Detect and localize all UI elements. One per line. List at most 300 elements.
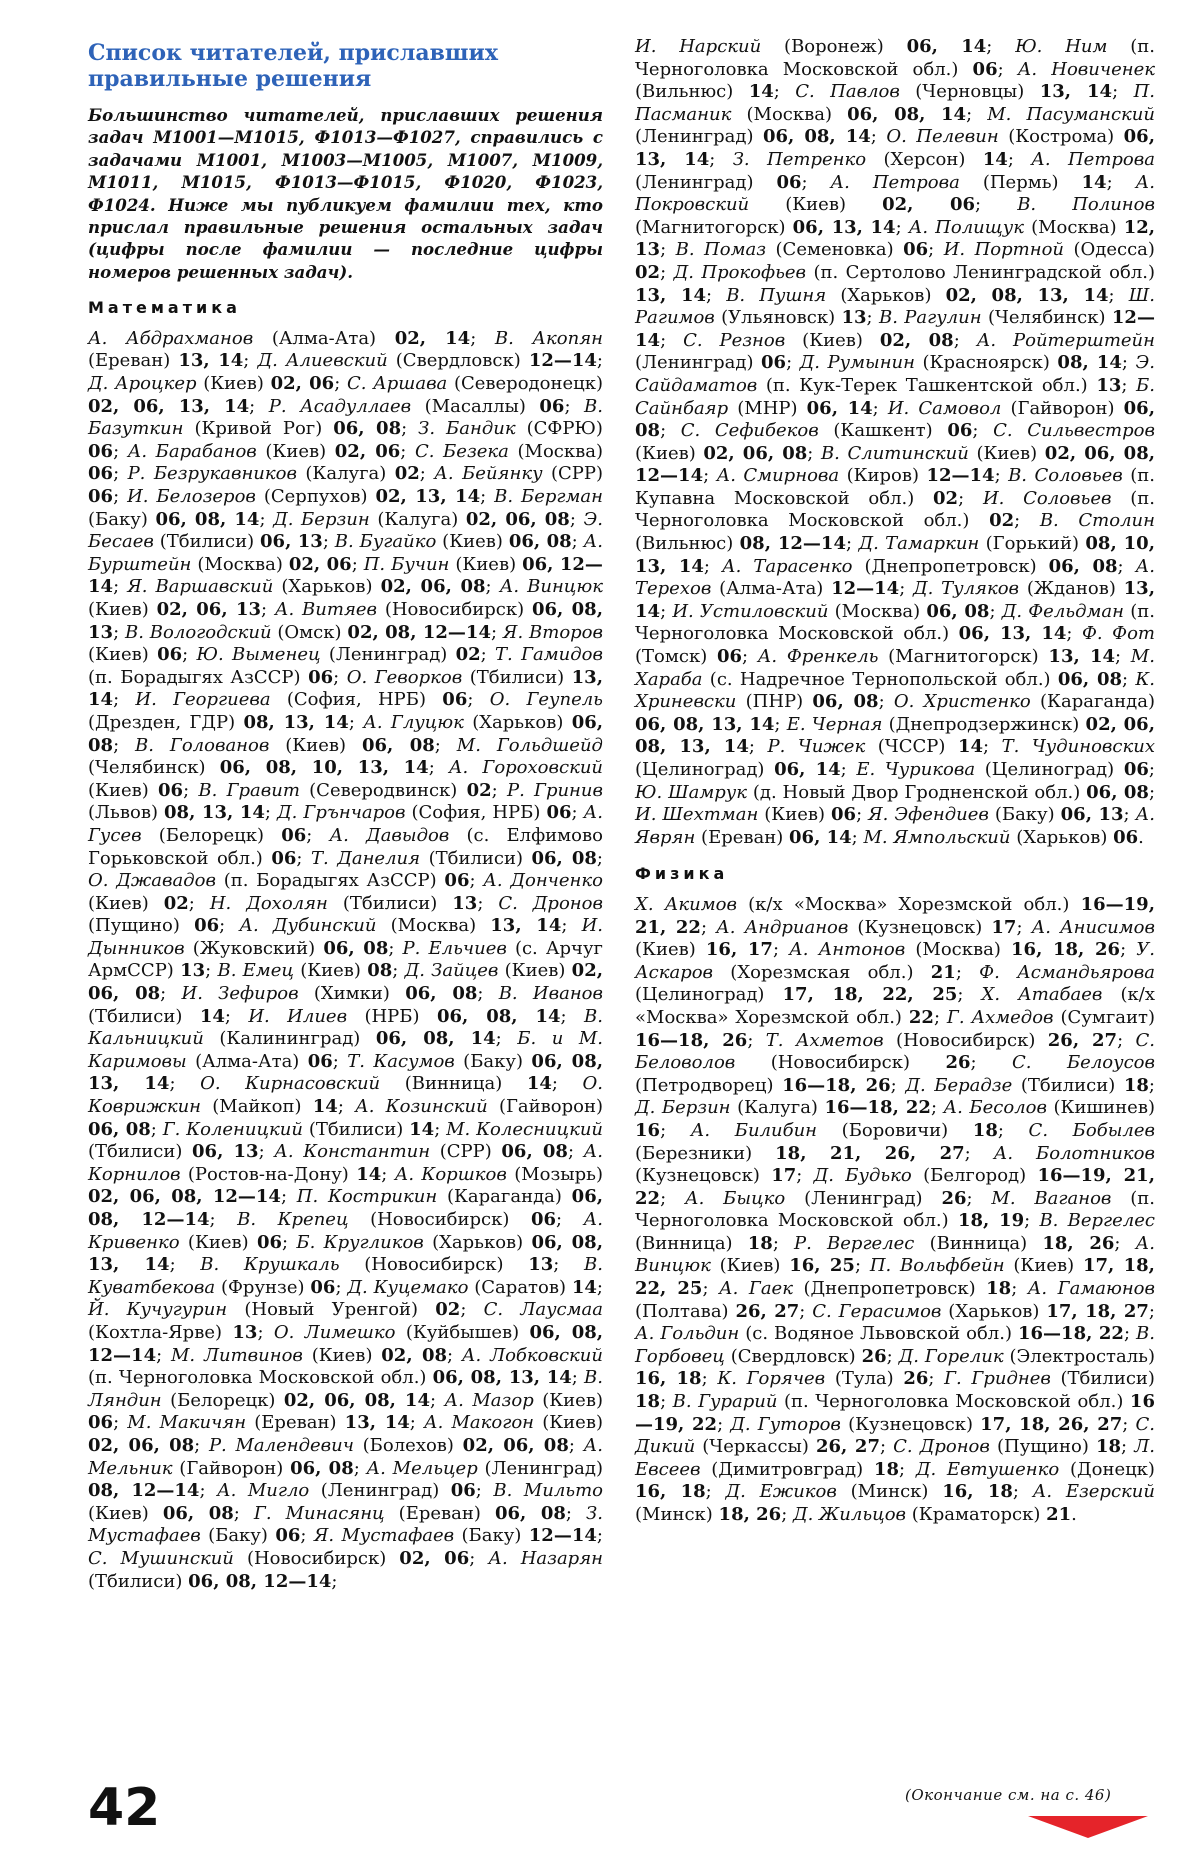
reader-entry: Й. Кучугурин (Новый Уренгой) 02; (88, 1299, 484, 1321)
reader-entry: Р. Безрукавников (Калуга) 02; (127, 463, 435, 485)
reader-location: (п. Кук-Терек Ташкентской обл.) (765, 374, 1088, 396)
reader-name: З. Мустафаев (88, 1502, 603, 1547)
reader-name: А. Быцко (684, 1187, 786, 1209)
reader-location: (Новосибирск) (770, 1052, 911, 1074)
reader-location: (СРР) (550, 463, 603, 485)
solved-problems: 02, 14 (394, 327, 471, 349)
reader-entry: Ф. Фот (Томск) 06; (635, 623, 1155, 668)
reader-entry: Я. Варшавский (Харьков) 02, 06, 08; (127, 576, 500, 598)
solved-problems: 26 (945, 1052, 971, 1074)
reader-name: Д. Прокофьев (673, 261, 807, 283)
reader-location: (Масаллы) (424, 395, 526, 417)
reader-location: (Караганда) (1040, 691, 1155, 713)
reader-name: А. Константин (274, 1141, 431, 1163)
reader-name: С. Сильвестров (993, 420, 1155, 442)
reader-location: (п. Черноголовка Московской обл.) (635, 600, 1155, 645)
reader-location: (Баку) (994, 804, 1055, 826)
reader-name: Д. Алиевский (257, 350, 388, 372)
reader-location: (Киев) (265, 440, 327, 462)
reader-entry: В. Полинов (Магнитогорск) 06, 13, 14; (635, 194, 1155, 238)
reader-name: И. Самовол (887, 397, 1002, 419)
reader-entry: А. Барабанов (Киев) 02, 06; (127, 440, 415, 462)
solved-problems: 18 (747, 1232, 773, 1254)
reader-name: С. Дикий (635, 1413, 1155, 1458)
reader-location: (Тбилиси) (88, 1005, 183, 1027)
reader-location: (Димитровград) (711, 1458, 864, 1480)
solved-problems: 13 (841, 307, 867, 329)
reader-name: А. Терехов (635, 555, 1155, 600)
reader-entry: А. Смирнова (Киров) 12—14; (716, 465, 1009, 487)
reader-entry: В. Слитинский (Киев) 02, 06, 08, 12—14; (635, 442, 1155, 487)
reader-location: (Москва) (1031, 216, 1117, 238)
reader-entry: А. Константин (СРР) 06, 08; (274, 1141, 584, 1163)
reader-location: (Целиноград) (635, 984, 765, 1006)
reader-entry: А. Анисимов (Киев) 16, 17; (635, 916, 1155, 961)
reader-location: (Баку) (463, 1050, 524, 1072)
reader-name: О. Геупель (489, 689, 603, 711)
reader-name: И. Портной (943, 239, 1065, 261)
solved-problems: 02, 06, 08 (462, 1434, 569, 1456)
reader-entry: Р. Чижек (ЧССР) 14; (767, 736, 1002, 758)
reader-entry: С. Лаусмаа (Кохтла-Ярве) 13; (88, 1299, 603, 1343)
reader-name: Е. Чурикова (856, 759, 976, 780)
reader-name: Ю. Ним (1015, 36, 1108, 57)
reader-entry: Я. Мустафаев (Баку) 12—14; (313, 1525, 603, 1547)
reader-location: (ЧССР) (877, 736, 946, 758)
reader-location: (Ульяновск) (721, 307, 836, 329)
reader-location: (Киев) (764, 804, 826, 826)
reader-entry: В. Базуткин (Кривой Рог) 06, 08; (88, 395, 603, 440)
reader-location: (п. Черноголовка Московской обл.) (635, 1187, 1155, 1232)
reader-location: (Калуга) (377, 508, 459, 530)
reader-name: Д. Горелик (898, 1345, 1004, 1367)
intro-paragraph: Большинство читателей, приславших решения задач М1001—М1015, Ф1013—Ф1027, справились с задачами М1001, М1003—М1005, М1007, М1009, М1011, М1015, Ф1013—Ф1015, Ф1020, Ф1023, Ф1024. Ниже мы публикуем фамилии тех, кто прислал правильные решения остальных задач (цифры после фамилии — последние цифры номеров решенных задач). (88, 105, 603, 282)
reader-name: А. Давыдов (329, 824, 450, 846)
solved-problems: 17, 18, 22, 25 (782, 984, 958, 1006)
reader-name: И. Георгиева (135, 689, 271, 711)
page-number: 42 (88, 1778, 161, 1838)
reader-entry: В. Пушня (Харьков) 02, 08, 13, 14; (726, 284, 1129, 306)
reader-location: (Баку) (208, 1525, 268, 1547)
solved-problems: 16—19, 21, 22 (635, 1165, 1155, 1209)
reader-entry: М. Макичян (Ереван) 13, 14; (127, 1412, 424, 1434)
solved-problems: 06 (716, 646, 742, 668)
solved-problems: 08, 10, 13, 14 (635, 533, 1155, 577)
reader-name: С. Герасимов (812, 1300, 942, 1322)
solved-problems: 16, 18 (635, 1368, 702, 1390)
reader-location: (Харьков) (432, 1231, 524, 1253)
solved-problems: 06, 13, 14 (792, 216, 896, 238)
reader-name: Р. Гринив (506, 779, 603, 801)
reader-entry: А. Абдрахманов (Алма-Ата) 02, 14; (88, 327, 495, 349)
reader-entry: В. Столин (Вильнюс) 08, 12—14; (635, 510, 1155, 555)
reader-location: (Ленинград) (635, 171, 754, 193)
reader-name: В. Мильто (493, 1480, 603, 1502)
reader-name: И. Соловьев (982, 487, 1112, 509)
reader-entry: Р. Гринив (Львов) 08, 13, 14; (88, 779, 603, 824)
reader-entry: М. Ваганов (п. Черноголовка Московской обл.) 18, 19; (635, 1187, 1155, 1232)
reader-location: (Киев) (203, 373, 264, 395)
reader-name: Ф. Асмандьярова (979, 961, 1155, 983)
reader-entry: Д. Тамаркин (Горький) 08, 10, 13, 14; (635, 533, 1155, 577)
reader-entry: Р. Ельчиев (с. Арчуг АрмССР) 13; (88, 937, 603, 982)
solved-problems: 16—18, 26 (782, 1074, 891, 1096)
reader-entry: А. Мельцер (Ленинград) 08, 12—14; (88, 1457, 603, 1502)
reader-name: С. Лаусмаа (483, 1299, 603, 1321)
reader-entry: А. Терехов (Алма-Ата) 12—14; (635, 555, 1155, 600)
reader-entry: Ю. Ним (п. Черноголовка Московской обл.) 06; (635, 36, 1155, 80)
reader-name: П. Бучин (363, 553, 450, 575)
reader-name: Д. Жильцов (792, 1504, 907, 1525)
reader-entry: В. Иванов (Тбилиси) 14; (88, 983, 603, 1027)
reader-name: В. Кальницкий (88, 1005, 603, 1050)
solved-problems: 06, 08 (88, 711, 604, 756)
solved-problems: 16—18, 26 (635, 1029, 748, 1051)
reader-name: О. Христенко (893, 691, 1031, 713)
reader-entry: А. Мазор (Киев) 06; (88, 1389, 603, 1434)
solved-problems: 26 (941, 1187, 967, 1209)
reader-entry: А. Коршков (Мозырь) 02, 06, 08, 12—14; (88, 1163, 603, 1208)
math-heading: Математика (88, 298, 241, 318)
reader-location: (Тбилиси) (159, 531, 255, 553)
reader-location: (Гайворон) (179, 1457, 284, 1479)
reader-location: (Киев) (542, 1412, 603, 1434)
reader-location: (Фрунзе) (220, 1276, 305, 1298)
solved-problems: 06, 08 (501, 1141, 568, 1163)
reader-entry: М. Пасуманский (Ленинград) 06, 08, 14; (635, 103, 1155, 148)
reader-location: (Москва) (915, 939, 1001, 961)
reader-name: А. Винцюк (635, 1232, 1155, 1277)
solved-problems: 06, 13, 14 (635, 126, 1155, 170)
reader-entry: В. Бергман (Баку) 06, 08, 14; (88, 486, 603, 530)
reader-location: (Северодвинск) (309, 779, 458, 801)
reader-location: (Кашкент) (833, 420, 933, 442)
reader-name: А. Полищук (908, 216, 1024, 238)
reader-entry: В. Гурарий (п. Черноголовка Московской обл.) 16—19, 22; (635, 1391, 1155, 1435)
solved-problems: 16, 18 (942, 1481, 1013, 1503)
reader-entry: С. Дронов (Пущино) 06; (88, 892, 603, 937)
solved-problems: 02 (435, 1299, 461, 1321)
reader-name: В. Помаз (675, 239, 767, 261)
reader-location: (Тула) (834, 1368, 894, 1390)
reader-location: (Кузнецовск) (857, 916, 983, 938)
solved-problems: 06 (1113, 826, 1139, 848)
reader-name: М. Литвинов (171, 1344, 303, 1366)
reader-name: У. Аскаров (635, 939, 1155, 983)
reader-location: (София, НРБ) (411, 802, 541, 824)
reader-location: (Кузнецовск) (848, 1413, 973, 1435)
reader-entry: В. Крушкаль (Новосибирск) 13; (200, 1254, 585, 1276)
solved-problems: 18 (635, 1391, 661, 1413)
reader-entry: А. Покровский (Киев) 02, 06; (635, 171, 1155, 216)
solved-problems: 02, 06, 08 (465, 508, 570, 530)
reader-name: В. Акопян (494, 327, 604, 349)
reader-entry: А. Антонов (Москва) 16, 18, 26; (789, 939, 1137, 961)
solved-problems: 16, 18, 26 (1011, 939, 1121, 961)
reader-name: Х. Атабаев (981, 984, 1103, 1006)
reader-entry: С. Резнов (Киев) 02, 08; (683, 329, 977, 351)
solved-problems: 14 (1081, 171, 1107, 193)
reader-entry: Л. Евсеев (Димитровград) 18; (635, 1436, 1155, 1480)
solved-problems: 26, 27 (815, 1436, 880, 1458)
reader-entry: П. Вольфбейн (Киев) 17, 18, 22, 25; (635, 1255, 1155, 1300)
reader-location: (Караганда) (446, 1186, 562, 1208)
reader-location: (Ленинград) (484, 1457, 603, 1479)
reader-location: (Москва) (390, 915, 477, 937)
reader-location: (Горький) (985, 533, 1080, 555)
reader-location: (Киев) (88, 779, 149, 801)
reader-entry: А. Петрова (Ленинград) 06; (635, 148, 1155, 193)
reader-name: А. Мельник (88, 1434, 603, 1479)
solved-problems: 02, 06, 08 (88, 1434, 195, 1456)
reader-name: А. Покровский (635, 171, 1155, 216)
reader-location: (Винница) (929, 1232, 1028, 1254)
reader-location: (Алма-Ата) (719, 578, 824, 600)
reader-entry: С. Дронов (Пущино) 18; (893, 1436, 1135, 1458)
reader-location: (Киев) (187, 1231, 249, 1253)
solved-problems: 18, 21, 26, 27 (775, 1142, 965, 1164)
solved-problems: 13 (232, 1321, 258, 1343)
reader-location: (Боровичи) (841, 1119, 949, 1141)
reader-location: (Киев) (719, 1255, 781, 1277)
reader-name: А. Абдрахманов (88, 327, 254, 349)
reader-location: (Магнитогорск) (888, 646, 1039, 668)
physics-entries (635, 894, 1155, 1527)
solved-problems: 18, 19 (957, 1210, 1025, 1232)
solved-problems: 06, 13 (192, 1141, 259, 1163)
reader-location: (Ленинград) (320, 1480, 440, 1502)
reader-entry: А. Витяев (Новосибирск) 06, 08, 13; (88, 598, 603, 643)
reader-location: (Киев) (635, 939, 696, 961)
reader-entry: Р. Вергелес (Винница) 18, 26; (794, 1232, 1136, 1254)
solved-problems: 17, 18, 22, 25 (635, 1255, 1155, 1300)
solved-problems: 06, 08 (1048, 555, 1118, 577)
reader-location: (Ленинград) (635, 352, 754, 374)
solved-problems: 14 (748, 81, 774, 103)
solved-problems: 06, 08 (531, 847, 597, 869)
reader-entry: Д. Румынин (Красноярск) 08, 14; (799, 352, 1136, 374)
reader-location: (Куйбышев) (405, 1321, 520, 1343)
math-entries-part2 (635, 36, 1155, 849)
reader-location: (к/х «Москва» Хорезмской обл.) (635, 984, 1155, 1028)
reader-location: (Харьков) (281, 576, 373, 598)
reader-location: (Мозырь) (514, 1163, 603, 1185)
solved-problems: 06, 08 (508, 531, 572, 553)
red-arrow-marker (1028, 1816, 1148, 1838)
solved-problems: 06 (539, 395, 565, 417)
reader-name: А. Тарасенко (721, 555, 853, 577)
reader-location: (Саратов) (474, 1276, 566, 1298)
solved-problems: 02 (466, 779, 492, 801)
solved-problems: 06, 08, 13, 14 (88, 1231, 603, 1276)
reader-location: (Тбилиси) (88, 1570, 183, 1592)
reader-entry: А. Френкель (Магнитогорск) 13, 14; (757, 646, 1131, 668)
reader-location: (Днепропетровск) (864, 555, 1037, 577)
reader-entry: В. Куватбекова (Фрунзе) 06; (88, 1254, 603, 1298)
solved-problems: 16, 18 (635, 1481, 706, 1503)
solved-problems: 08, 14 (1057, 352, 1122, 374)
reader-location: (Краматорск) (911, 1504, 1041, 1525)
reader-name: В. Вергелес (1039, 1210, 1155, 1232)
reader-location: (Белорецк) (158, 824, 264, 846)
reader-entry: Ю. Шамрук (д. Новый Двор Гродненской обл.) 06, 08; (635, 781, 1156, 803)
solved-problems: 18 (986, 1278, 1012, 1300)
solved-problems: 06 (903, 239, 929, 261)
solved-problems: 06 (1123, 759, 1149, 780)
reader-location: (Калининград) (219, 1028, 361, 1050)
reader-location: (Электросталь) (1009, 1345, 1155, 1367)
solved-problems: 16, 25 (789, 1255, 855, 1277)
solved-problems: 13, 14 (88, 666, 603, 711)
reader-name: С. Павлов (795, 81, 900, 103)
solved-problems: 06, 08 (162, 1502, 234, 1524)
reader-name: А. Кривенко (88, 1209, 603, 1253)
solved-problems: 06, 08 (290, 1457, 354, 1479)
right-column (635, 36, 1155, 1527)
solved-problems: 02, 06 (882, 194, 976, 216)
reader-entry: С. Безека (Москва) 06; (88, 440, 604, 485)
reader-name: В. Столин (1039, 510, 1155, 532)
reader-location: (Кишинев) (1053, 1097, 1155, 1119)
reader-entry: М. Колесницкий (Тбилиси) 06, 13; (88, 1118, 604, 1163)
reader-entry: А. Езерский (Минск) 18, 26; (635, 1481, 1155, 1525)
reader-entry: С. Сефибеков (Кашкент) 06; (680, 420, 994, 442)
reader-name: А. Петрова (830, 171, 960, 193)
reader-name: Д. Зайцев (404, 960, 499, 982)
reader-location: (п. Черноголовка Московской обл.) (88, 1367, 427, 1389)
reader-location: (Черновцы) (915, 81, 1025, 103)
reader-entry: Т. Касумов (Баку) 06, 08, 13, 14; (88, 1050, 603, 1095)
reader-location: (п. Черноголовка Московской обл.) (635, 36, 1155, 80)
solved-problems: 13, 14 (635, 578, 1155, 622)
reader-name: А. Макогон (423, 1412, 535, 1434)
reader-entry: С. Белоусов (Петродворец) 16—18, 26; (635, 1052, 1155, 1096)
reader-location: (Ленинград) (804, 1187, 923, 1209)
solved-problems: 06 (256, 1231, 283, 1253)
solved-problems: 06 (275, 1525, 301, 1547)
reader-entry: З. Бандик (СФРЮ) 06; (88, 418, 603, 462)
reader-location: (Кохтла-Ярве) (88, 1321, 223, 1343)
reader-name: О. Пелевин (886, 126, 999, 148)
solved-problems: 14 (982, 148, 1008, 170)
reader-entry: В. Помаз (Семеновка) 06; (675, 239, 944, 261)
solved-problems: 12—14 (528, 1525, 597, 1547)
reader-location: (п. Сертолово Ленинградской обл.) (813, 261, 1155, 283)
solved-problems: 02, 06, 13 (156, 598, 261, 620)
reader-entry: У. Аскаров (Хорезмская обл.) 21; (635, 939, 1155, 983)
reader-entry: В. Рагулин (Челябинск) 12—14; (635, 307, 1155, 351)
solved-problems: 18 (1123, 1074, 1149, 1096)
solved-problems: 02, 06, 08 (88, 960, 603, 1005)
solved-problems: 13, 14 (1048, 646, 1116, 668)
reader-name: В. Крушкаль (200, 1254, 340, 1276)
reader-entry: Д. Ароцкер (Киев) 02, 06; (88, 373, 347, 395)
reader-name: А. Гамаюнов (1027, 1278, 1155, 1300)
reader-location: (Вильнюс) (635, 81, 734, 103)
reader-entry: Ю. Выменец (Ленинград) 02; (196, 644, 496, 666)
reader-entry: А. Бесолов (Кишинев) 16; (635, 1097, 1155, 1141)
reader-name: В. Полинов (1017, 194, 1155, 216)
reader-name: И. Дынников (88, 915, 604, 959)
solved-problems: 06 (947, 420, 973, 442)
reader-name: С. Сефибеков (680, 420, 819, 442)
solved-problems: 06, 08, 12—14 (88, 1186, 603, 1230)
reader-entry: Д. Горелик (Электросталь) 16, 18; (635, 1345, 1155, 1390)
reader-entry: А. Гусев (Белорецк) 06; (88, 802, 603, 846)
solved-problems: 06, 14 (789, 826, 852, 848)
reader-name: С. Дронов (893, 1436, 990, 1458)
reader-entry: Д. Берзин (Калуга) 16—18, 22; (635, 1097, 944, 1119)
reader-entry: Х. Акимов (к/х «Москва» Хорезмской обл.) 16—19, 21, 22; (635, 893, 1155, 938)
reader-location: (Харьков) (1016, 826, 1108, 848)
reader-entry: А. Тарасенко (Днепропетровск) 06, 08; (721, 555, 1136, 577)
reader-location: (с. Арчуг АрмССР) (88, 937, 603, 982)
reader-name: Г. Ахмедов (946, 1006, 1054, 1028)
solved-problems: 22 (908, 1006, 934, 1028)
reader-entry: Д. Зайцев (Киев) 02, 06, 08; (88, 960, 603, 1005)
reader-location: (ПНР) (745, 691, 804, 713)
solved-problems: 06, 08 (926, 600, 990, 622)
reader-entry: И. Устиловский (Москва) 06, 08; (672, 600, 1002, 622)
solved-problems: 06 (831, 804, 857, 826)
reader-location: (Болехов) (362, 1434, 454, 1456)
reader-name: Ш. Рагимов (635, 284, 1155, 329)
solved-problems: 02 (394, 463, 420, 485)
solved-problems: 06, 08, 13, 14 (88, 1050, 603, 1095)
reader-name: Ю. Шамрук (635, 781, 747, 803)
solved-problems: 06 (761, 352, 787, 374)
reader-name: С. Резнов (683, 329, 786, 351)
reader-entry: И. Нарский (Воронеж) 06, 14; (635, 36, 1016, 57)
reader-name: А. Андрианов (716, 916, 849, 938)
solved-problems: 26 (861, 1345, 887, 1367)
reader-name: В. Иванов (498, 983, 603, 1005)
reader-name: А. Бесолов (943, 1097, 1047, 1119)
reader-entry: А. Гамаюнов (Полтава) 26, 27; (635, 1278, 1155, 1322)
reader-name: Я. Варшавский (127, 576, 274, 598)
reader-location: (Петродворец) (635, 1074, 774, 1096)
reader-location: (Баку) (88, 508, 148, 530)
reader-entry: А. Гаек (Днепропетровск) 18; (719, 1278, 1028, 1300)
reader-name: В. Пушня (726, 284, 827, 306)
solved-problems: 06, 08, 14 (436, 1005, 561, 1027)
solved-problems: 06 (310, 1276, 336, 1298)
reader-location: (Белорецк) (170, 1389, 276, 1411)
solved-problems: 06, 08 (405, 983, 478, 1005)
reader-name: К. Горячев (717, 1368, 826, 1390)
solved-problems: 06, 08, 10, 13, 14 (219, 757, 429, 779)
reader-location: (Ленинград) (635, 126, 754, 148)
reader-entry: Г. Гриднев (Тбилиси) 18; (635, 1368, 1155, 1413)
solved-problems: 26 (903, 1368, 929, 1390)
reader-name: Д. Ежиков (725, 1481, 837, 1503)
solved-problems: 06, 13, 14 (958, 623, 1067, 645)
reader-entry: Я. Второв (Киев) 06; (88, 621, 603, 666)
solved-problems: 16 (635, 1119, 661, 1141)
reader-name: Р. Малендевич (208, 1434, 354, 1456)
reader-entry: Г. Минасянц (Ереван) 06, 08; (253, 1502, 587, 1524)
solved-problems: 06 (157, 644, 183, 666)
solved-problems: 06 (158, 779, 184, 801)
reader-name: А. Коршков (394, 1163, 507, 1185)
solved-problems: 06, 14 (774, 759, 841, 780)
solved-problems: 06 (194, 915, 220, 937)
solved-problems: 06 (308, 666, 334, 688)
reader-name: А. Билибин (690, 1119, 818, 1141)
reader-name: А. Лобковский (461, 1344, 603, 1366)
reader-entry: М. Литвинов (Киев) 02, 08; (171, 1344, 462, 1366)
reader-name: З. Бандик (418, 418, 516, 440)
